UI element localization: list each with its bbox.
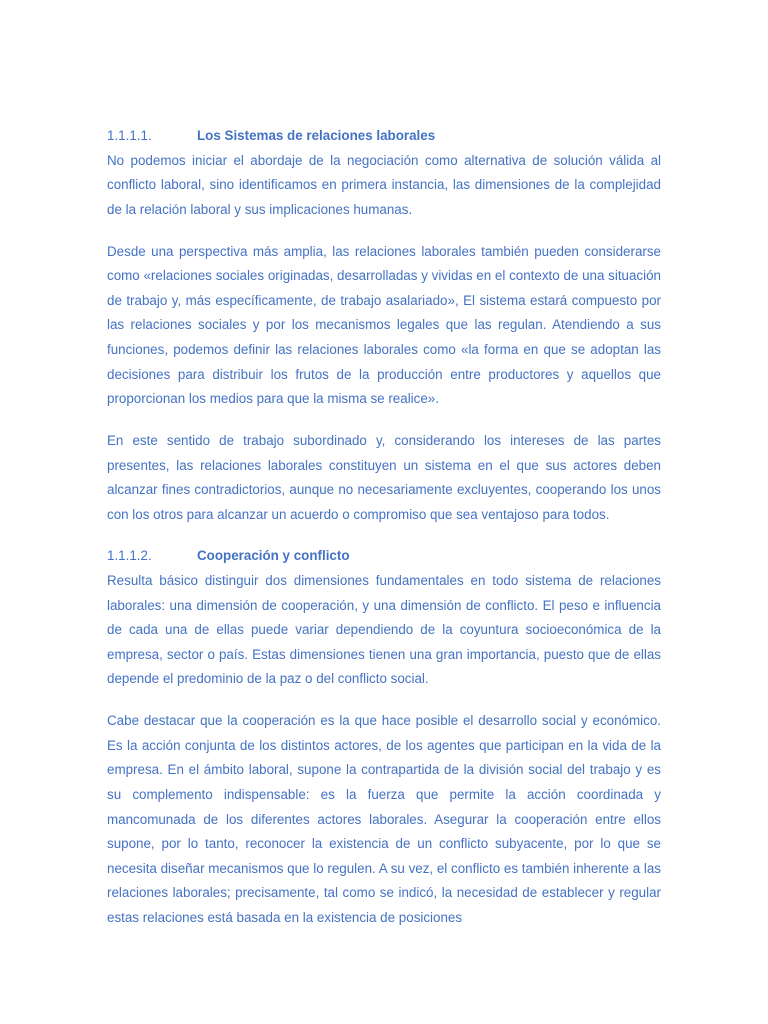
section-number: 1.1.1.2.: [107, 548, 152, 564]
paragraph-spacer: [107, 412, 661, 429]
paragraph-spacer: [107, 527, 661, 544]
paragraph: En este sentido de trabajo subordinado y, considerando los intereses de las partes presentes, las relaciones laborales constituyen un sistema en el que sus actores deben alcanzar fines contradictorios, aunque no necesariamente excluyentes, cooperando los unos con los otros para alcanzar un acuerdo o compromiso que sea ventajoso para todos.: [107, 432, 661, 522]
paragraph: Desde una perspectiva más amplia, las relaciones laborales también pueden considerarse como «relaciones sociales originadas, desarrolladas y vividas en el contexto de una situación de trabajo y, más específicamente, de trabajo asalariado», El sistema estará compuesto por las relaciones sociales y por los mecanismos legales que las regulan. Atendiendo a sus funciones, podemos definir las relaciones laborales como «la forma en que se adoptan las decisiones para distribuir los frutos de la producción entre productores y aquellos que proporcionan los medios para que la misma se realice».: [107, 243, 661, 407]
paragraph-spacer: [107, 692, 661, 709]
paragraph: Resulta básico distinguir dos dimensiones fundamentales en todo sistema de relaciones laborales: una dimensión de cooperación, y una dimensión de conflicto. El peso e influencia de cada una de ellas puede variar dependiendo de la coyuntura socioeconómica de la empresa, sector o país. Estas dimensiones tienen una gran importancia, puesto que de ellas depende el predominio de la paz o del conflicto social.: [107, 573, 661, 687]
section-heading: [107, 544, 661, 569]
paragraph: Cabe destacar que la cooperación es la que hace posible el desarrollo social y económico. Es la acción conjunta de los distintos actores, de los agentes que participan en la vida de la empresa. En el ámbito laboral, supone la contrapartida de la división social del trabajo y es su complemento indispensable: es la fuerza que permite la acción coordinada y mancomunada de los diferentes actores laborales. Asegurar la cooperación entre ellos supone, por lo tanto, reconocer la existencia de un conflicto subyacente, por lo que se necesita diseñar mecanismos que lo regulen. A su vez, el conflicto es también inherente a las relaciones laborales; precisamente, tal como se indicó, la necesidad de establecer y regular estas relaciones está basada en la existencia de posiciones: [107, 713, 661, 925]
section-heading: [107, 124, 661, 149]
document-page: [107, 124, 661, 931]
section-title: Cooperación y conflicto: [197, 548, 350, 564]
paragraph: No podemos iniciar el abordaje de la negociación como alternativa de solución válida al conflicto laboral, sino identificamos en primera instancia, las dimensiones de la complejidad de la relación laboral y sus implicaciones humanas.: [107, 152, 661, 217]
paragraph-spacer: [107, 222, 661, 239]
section-number: 1.1.1.1.: [107, 128, 152, 143]
section-title: Los Sistemas de relaciones laborales: [197, 128, 436, 143]
